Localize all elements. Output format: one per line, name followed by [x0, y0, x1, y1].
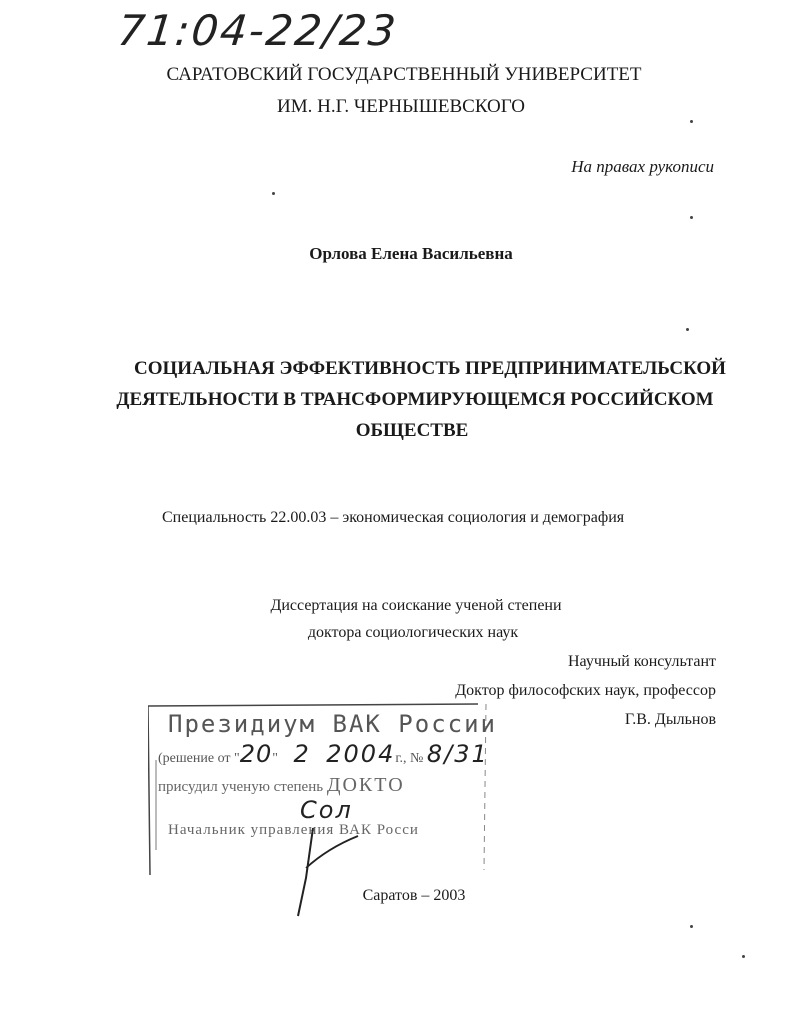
- decision-day: 20: [239, 740, 273, 768]
- consultant-degree: Доктор философских наук, профессор: [455, 682, 716, 699]
- author-name: Орлова Елена Васильевна: [309, 244, 513, 263]
- decision-quote: ": [272, 751, 278, 766]
- scan-speck: [272, 192, 275, 195]
- decision-year: 2004: [326, 740, 396, 768]
- degree-line2: доктора социологических наук: [307, 624, 519, 641]
- decision-number-suffix: /31: [444, 740, 489, 768]
- consultant-name: Г.В. Дыльнов: [624, 711, 716, 728]
- stamp-decision-line: [158, 740, 489, 768]
- university-name-line2: ИМ. Н.Г. ЧЕРНЫШЕВСКОГО: [276, 96, 525, 117]
- city-year: Саратов – 2003: [362, 887, 466, 904]
- scan-speck: [690, 120, 693, 123]
- scan-speck: [690, 925, 693, 928]
- university-name-line1: САРАТОВСКИЙ ГОСУДАРСТВЕННЫЙ УНИВЕРСИТЕТ: [166, 64, 642, 85]
- decision-prefix: (решение от ": [158, 751, 240, 766]
- stamp-award-line: [158, 774, 405, 797]
- archive-number: 71:04-22/23: [115, 6, 400, 55]
- vak-stamp: [148, 700, 497, 878]
- decision-number: 8: [426, 740, 445, 768]
- specialty: Специальность 22.00.03 – экономическая социология и демография: [162, 509, 625, 526]
- consultant-label: Научный консультант: [568, 653, 716, 670]
- scan-speck: [742, 955, 745, 958]
- decision-g: г., №: [395, 751, 424, 766]
- decision-month: 2: [293, 740, 311, 768]
- dissertation-title-line2: ДЕЯТЕЛЬНОСТИ В ТРАНСФОРМИРУЮЩЕМСЯ РОССИЙСКОМ: [116, 389, 714, 410]
- scan-speck: [690, 216, 693, 219]
- manuscript-note: На правах рукописи: [571, 157, 714, 176]
- stamp-signature: Сол: [300, 796, 353, 824]
- dissertation-title-line3: ОБЩЕСТВЕ: [355, 420, 469, 441]
- dissertation-title-line1: СОЦИАЛЬНАЯ ЭФФЕКТИВНОСТЬ ПРЕДПРИНИМАТЕЛЬСКОЙ: [134, 358, 726, 379]
- stamp-header: Президиум ВАК России: [168, 710, 497, 738]
- award-prefix: присудил ученую степень: [158, 779, 324, 795]
- scan-speck: [686, 328, 689, 331]
- award-degree: ДОКТО: [326, 774, 405, 796]
- stamp-footer: Начальник управления ВАК Росси: [168, 822, 419, 838]
- degree-line1: Диссертация на соискание ученой степени: [270, 597, 562, 614]
